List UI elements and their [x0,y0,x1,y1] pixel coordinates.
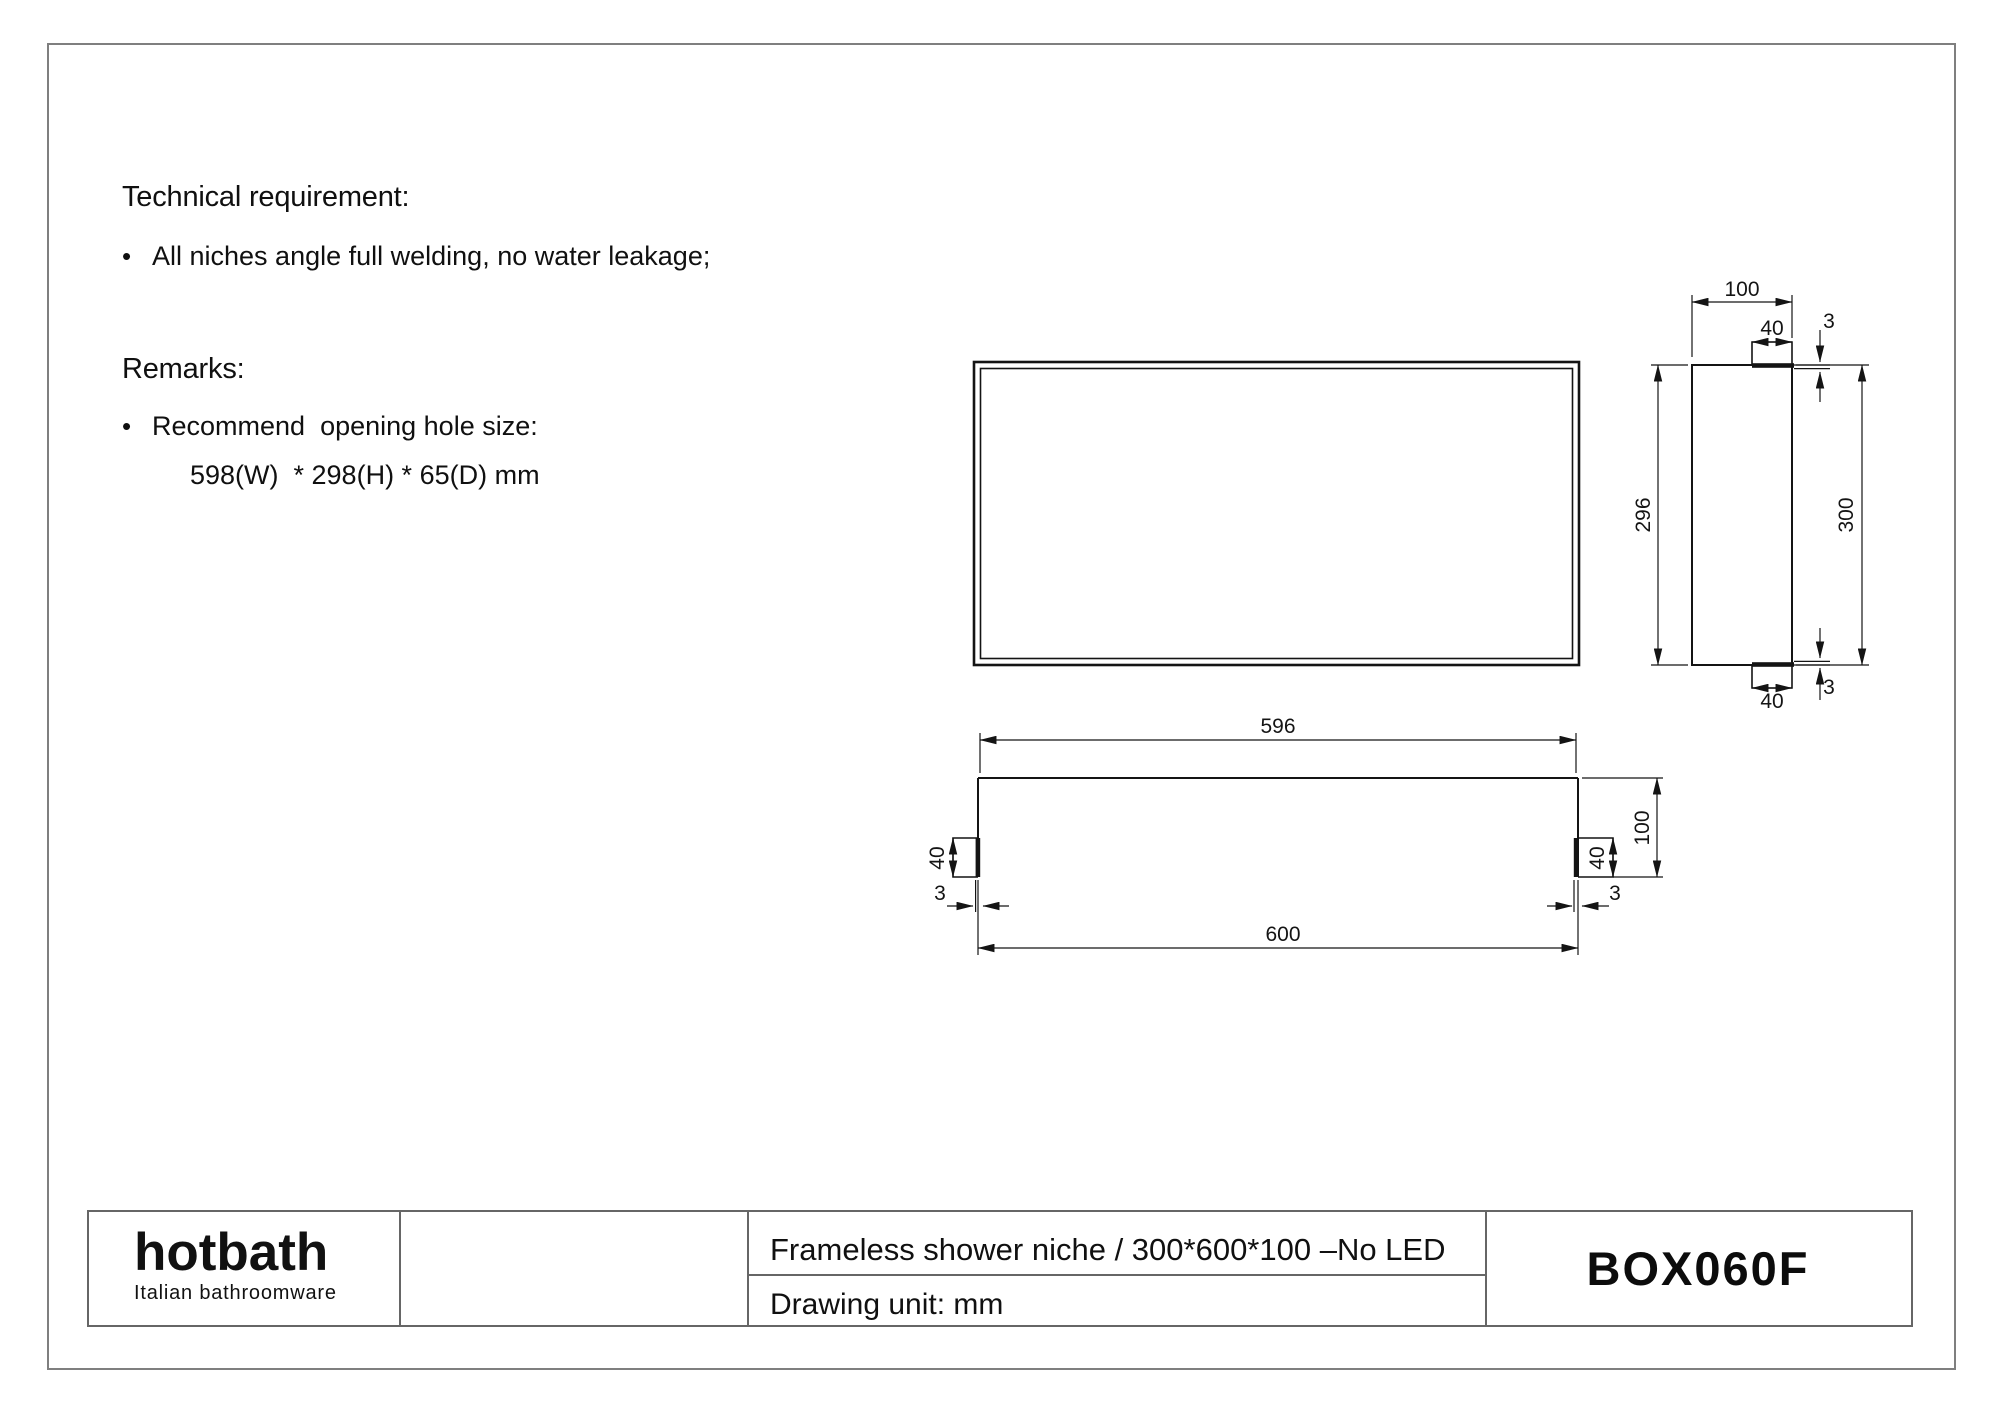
dim-top-lip-left: 3 [934,882,946,905]
title-block-row-divider [747,1274,1485,1276]
dim-side-tab-top: 40 [1760,317,1784,340]
dim-top-tab-right: 40 [1586,846,1609,870]
right-flange-lip [1574,838,1579,877]
bullet-dot: • [122,241,132,271]
title-block-divider [399,1212,401,1325]
dim-side-lip-bottom: 3 [1823,676,1835,699]
top-view [953,778,1613,877]
remarks-text: Recommend opening hole size: [152,411,538,441]
top-flange-lip [1752,363,1794,368]
dim-top-outer-width: 600 [1265,923,1301,946]
side-view-dimensions [1632,278,1869,713]
bullet-dot: • [122,411,132,441]
dim-side-width: 100 [1724,278,1760,301]
dim-top-inner-width: 596 [1260,715,1296,738]
technical-requirement-heading: Technical requirement: [122,181,410,213]
dim-top-tab-left: 40 [926,846,949,870]
opening-hole-size: 598(W) * 298(H) * 65(D) mm [190,460,540,490]
dim-top-depth: 100 [1631,810,1654,846]
model-number: BOX060F [1586,1242,1810,1295]
bottom-flange-lip [1752,662,1794,667]
remarks-heading: Remarks: [122,353,245,385]
dim-top-lip-right: 3 [1609,882,1621,905]
dim-side-lip-top: 3 [1823,310,1835,333]
technical-requirement-text: All niches angle full welding, no water leakage; [152,241,711,271]
front-view [974,362,1579,665]
drawing-unit: Drawing unit: mm [770,1288,1004,1321]
product-title: Frameless shower niche / 300*600*100 –No LED [770,1232,1446,1267]
top-view-dimensions [926,715,1663,955]
title-block [87,1210,1913,1327]
side-view [1692,342,1830,688]
title-block-divider [747,1212,749,1325]
brand-logo-subtitle: Italian bathroomware [134,1282,337,1304]
dim-side-tab-bottom: 40 [1760,690,1784,713]
brand-logo: hotbath [134,1223,329,1282]
dim-side-outer-height: 300 [1835,497,1858,533]
left-flange-lip [976,838,981,877]
dim-side-inner-height: 296 [1632,497,1655,533]
